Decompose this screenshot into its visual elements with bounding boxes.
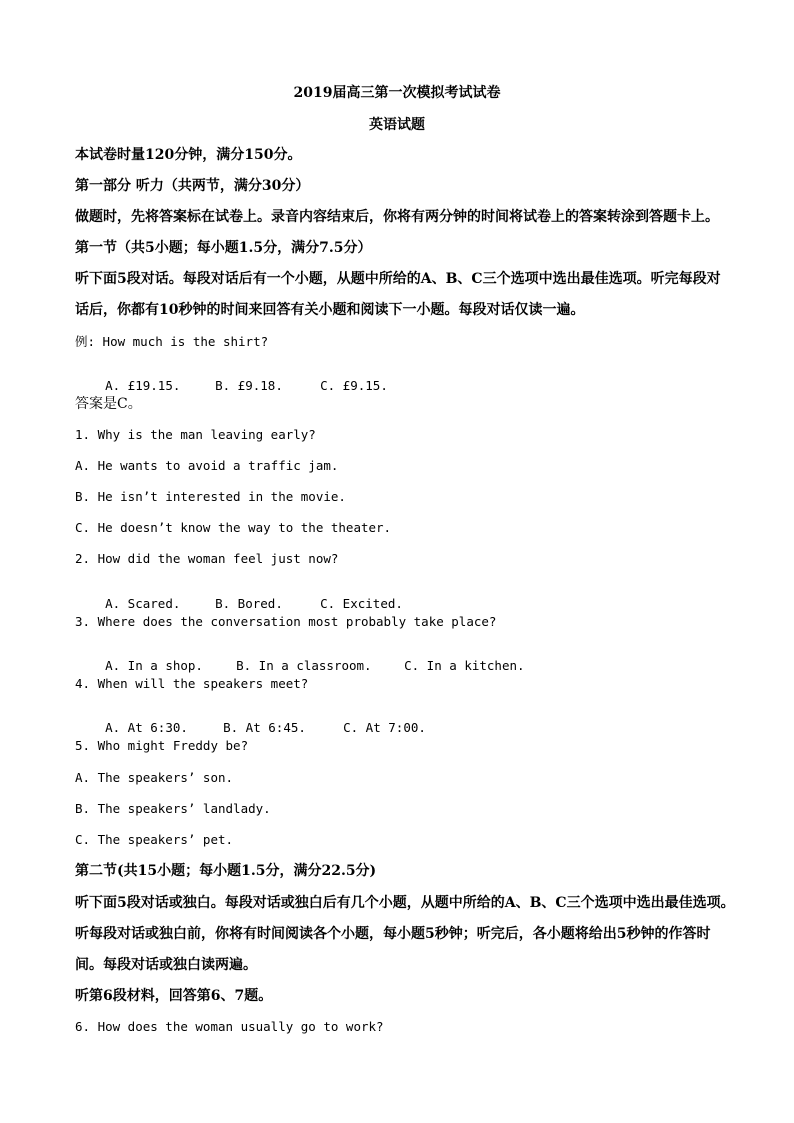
time-note: 本试卷时量120分钟，满分150分。 [75,147,302,163]
question-5-option-a: A. The speakers’ son. [75,770,234,785]
section2-directions-1: 听下面5段对话或独白。每段对话或独白后有几个小题，从题中所给的A、B、C三个选项中选出最佳选项。 [75,895,735,911]
question-2: 2. How did the woman feel just now? [75,551,339,566]
general-instruction: 做题时，先将答案标在试卷上。录音内容结束后，你将有两分钟的时间将试卷上的答案转涂到答题卡上。 [75,209,719,225]
question-5-option-c: C. The speakers’ pet. [75,832,234,847]
question-3-option-c: C. In a kitchen. [404,657,525,673]
question-4-option-a: A. At 6:30. [105,719,188,735]
example-answer: 答案是C。 [75,396,142,412]
example-option-b: B. £9.18. [215,377,283,393]
question-2-option-a: A. Scared. [105,595,181,611]
section2-directions-3: 间。每段对话或独白读两遍。 [75,957,257,973]
section1-title: 第一节（共5小题；每小题1.5分，满分7.5分） [75,240,372,256]
material-6-heading: 听第6段材料，回答第6、7题。 [75,988,273,1004]
question-4-option-b: B. At 6:45. [223,719,306,735]
question-3: 3. Where does the conversation most probably take place? [75,614,497,629]
exam-subtitle: 英语试题 [369,117,425,133]
example-option-c: C. £9.15. [320,377,388,393]
question-5: 5. Who might Freddy be? [75,738,249,753]
section2-title: 第二节(共15小题；每小题1.5分，满分22.5分) [75,863,377,879]
question-3-option-a: A. In a shop. [105,657,203,673]
question-6: 6. How does the woman usually go to work? [75,1019,384,1034]
section2-directions-2: 听每段对话或独白前，你将有时间阅读各个小题，每小题5秒钟；听完后，各小题将给出5秒钟的作答时 [75,926,711,942]
question-2-option-c: C. Excited. [320,595,403,611]
question-2-option-b: B. Bored. [215,595,283,611]
question-3-option-b: B. In a classroom. [236,657,372,673]
question-5-option-b: B. The speakers’ landlady. [75,801,271,816]
section1-directions-2: 话后，你都有10秒钟的时间来回答有关小题和阅读下一小题。每段对话仅读一遍。 [75,302,585,318]
question-1-option-a: A. He wants to avoid a traffic jam. [75,458,339,473]
exam-title: 2019届高三第一次模拟考试试卷 [293,85,501,101]
question-4-option-c: C. At 7:00. [343,719,426,735]
question-1-option-c: C. He doesn’t know the way to the theater. [75,520,392,535]
question-1-option-b: B. He isn’t interested in the movie. [75,489,346,504]
example-question: 例: How much is the shirt? [75,334,269,349]
example-option-a: A. £19.15. [105,377,181,393]
question-1: 1. Why is the man leaving early? [75,427,316,442]
section1-directions-1: 听下面5段对话。每段对话后有一个小题，从题中所给的A、B、C三个选项中选出最佳选项。听完每段对 [75,271,721,287]
part1-title: 第一部分 听力（共两节，满分30分） [75,178,310,194]
question-4: 4. When will the speakers meet? [75,676,309,691]
